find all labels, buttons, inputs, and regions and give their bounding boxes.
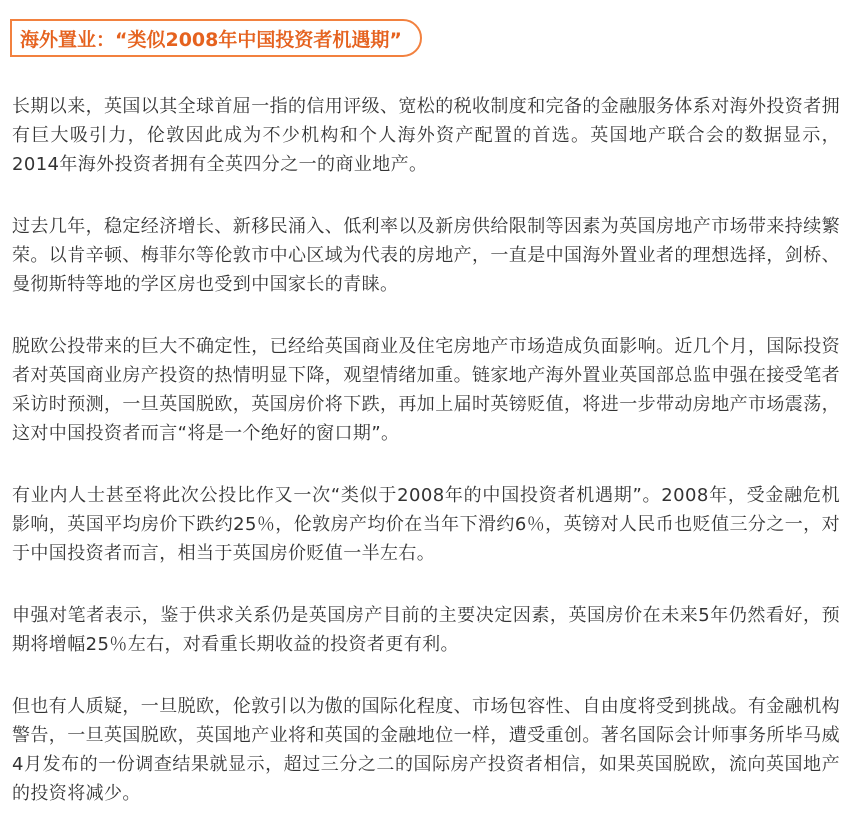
section-heading [10,19,422,57]
article-paragraph: 有业内人士甚至将此次公投比作又一次“类似于2008年的中国投资者机遇期”。2008年，受金融危机影响，英国平均房价下跌约25％，伦敦房产均价在当年下滑约6％，英镑对人民币也贬值三分之一，对于中国投资者而言，相当于英国房价贬值一半左右。 [12,485,840,564]
article-paragraph: 长期以来，英国以其全球首屈一指的信用评级、宽松的税收制度和完备的金融服务体系对海外投资者拥有巨大吸引力，伦敦因此成为不少机构和个人海外资产配置的首选。英国地产联合会的数据显示，2014年海外投资者拥有全英四分之一的商业地产。 [12,96,840,175]
article-paragraph: 申强对笔者表示，鉴于供求关系仍是英国房产目前的主要决定因素，英国房价在未来5年仍然看好，预期将增幅25％左右，对看重长期收益的投资者更有利。 [12,605,840,655]
article-paragraph: 脱欧公投带来的巨大不确定性，已经给英国商业及住宅房地产市场造成负面影响。近几个月，国际投资者对英国商业房产投资的热情明显下降，观望情绪加重。链家地产海外置业英国部总监申强在接受笔者采访时预测，一旦英国脱欧，英国房价将下跌，再加上届时英镑贬值，将进一步带动房地产市场震荡，这对中国投资者而言“将是一个绝好的窗口期”。 [12,336,840,444]
section-heading-title: 海外置业：“类似2008年中国投资者机遇期” [20,28,402,51]
article-paragraph: 但也有人质疑，一旦脱欧，伦敦引以为傲的国际化程度、市场包容性、自由度将受到挑战。有金融机构警告，一旦英国脱欧，英国地产业将和英国的金融地位一样，遭受重创。著名国际会计师事务所毕马威4月发布的一份调查结果就显示，超过三分之二的国际房产投资者相信，如果英国脱欧，流向英国地产的投资将减少。 [12,696,840,804]
article-body [12,92,840,808]
article-paragraph: 过去几年，稳定经济增长、新移民涌入、低利率以及新房供给限制等因素为英国房地产市场带来持续繁荣。以肯辛顿、梅菲尔等伦敦市中心区域为代表的房地产，一直是中国海外置业者的理想选择，剑桥、曼彻斯特等地的学区房也受到中国家长的青睐。 [12,216,840,295]
